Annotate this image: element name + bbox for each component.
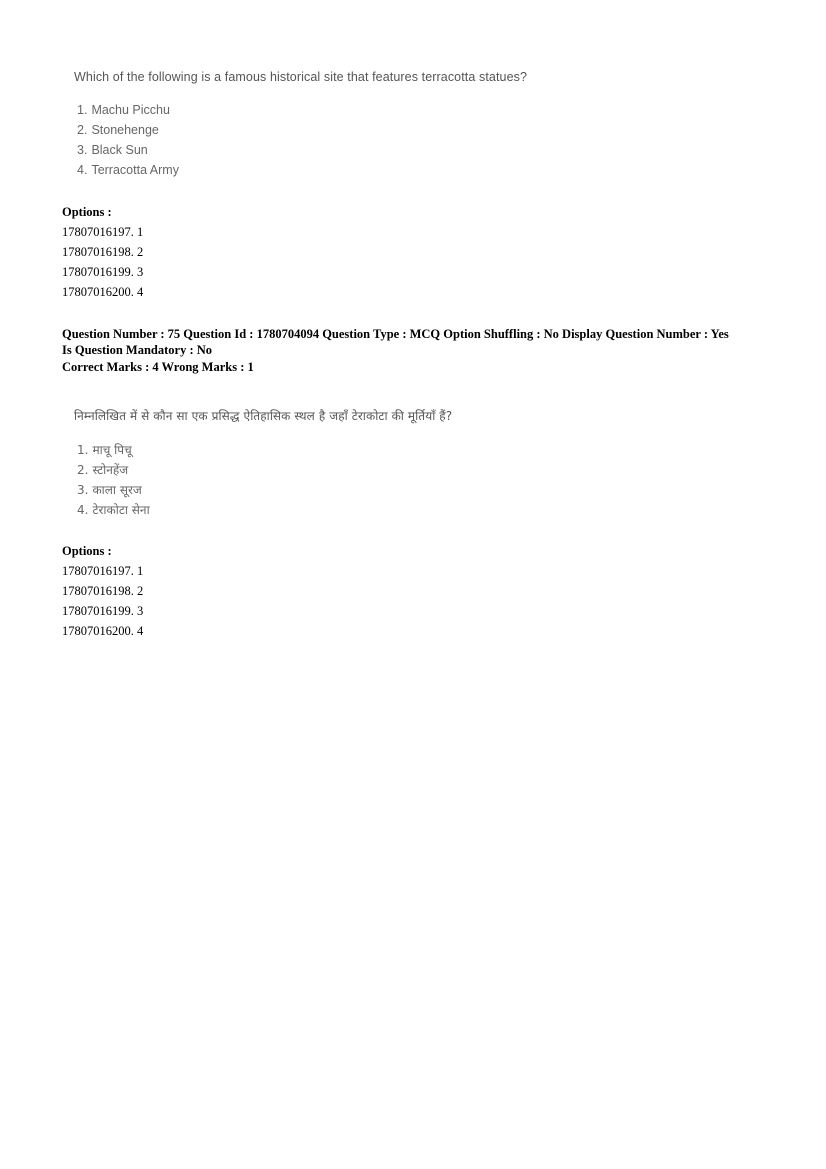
choice-number: 4. xyxy=(77,503,89,517)
choice-item xyxy=(77,143,148,157)
choice-item xyxy=(77,501,150,518)
choice-number: 2. xyxy=(77,463,89,477)
choice-item xyxy=(77,481,142,498)
question-marks-line: Correct Marks : 4 Wrong Marks : 1 xyxy=(62,360,254,374)
choice-number: 3. xyxy=(77,483,89,497)
options-heading: Options : xyxy=(62,544,112,558)
choice-label: Machu Picchu xyxy=(91,103,170,117)
choice-item xyxy=(77,441,132,458)
choice-item xyxy=(77,163,179,177)
choice-label: Stonehenge xyxy=(91,123,159,137)
option-id-line: 17807016198. 2 xyxy=(62,584,144,598)
choice-number: 1. xyxy=(77,103,88,117)
option-id-line: 17807016200. 4 xyxy=(62,285,144,299)
option-id-line: 17807016198. 2 xyxy=(62,245,144,259)
choice-item xyxy=(77,123,159,137)
question-text-hindi: निम्नलिखित में से कौन सा एक प्रसिद्ध ऐतिहासिक स्थल है जहाँ टेराकोटा की मूर्तियाँ हैं? xyxy=(74,409,453,423)
choice-label: स्टोनहेंज xyxy=(92,463,129,477)
choice-label: काला सूरज xyxy=(92,483,142,497)
choice-number: 3. xyxy=(77,143,88,157)
option-id-line: 17807016200. 4 xyxy=(62,624,144,638)
choice-number: 4. xyxy=(77,163,88,177)
options-heading: Options : xyxy=(62,205,112,219)
choice-label: माचू पिचू xyxy=(92,443,132,457)
choice-label: टेराकोटा सेना xyxy=(92,503,150,517)
choice-number: 2. xyxy=(77,123,88,137)
choice-item xyxy=(77,103,170,117)
choice-label: Black Sun xyxy=(91,143,148,157)
question-mandatory-line: Is Question Mandatory : No xyxy=(62,343,213,357)
choice-number: 1. xyxy=(77,443,89,457)
question-meta-line: Question Number : 75 Question Id : 1780704094 Question Type : MCQ Option Shuffling : No Display Question Number : Yes xyxy=(62,327,729,341)
question-text-english: Which of the following is a famous historical site that features terracotta statues? xyxy=(74,70,528,84)
option-id-line: 17807016197. 1 xyxy=(62,225,144,239)
option-id-line: 17807016199. 3 xyxy=(62,604,144,618)
option-id-line: 17807016197. 1 xyxy=(62,564,144,578)
choice-label: Terracotta Army xyxy=(91,163,179,177)
option-id-line: 17807016199. 3 xyxy=(62,265,144,279)
choice-item xyxy=(77,461,128,478)
